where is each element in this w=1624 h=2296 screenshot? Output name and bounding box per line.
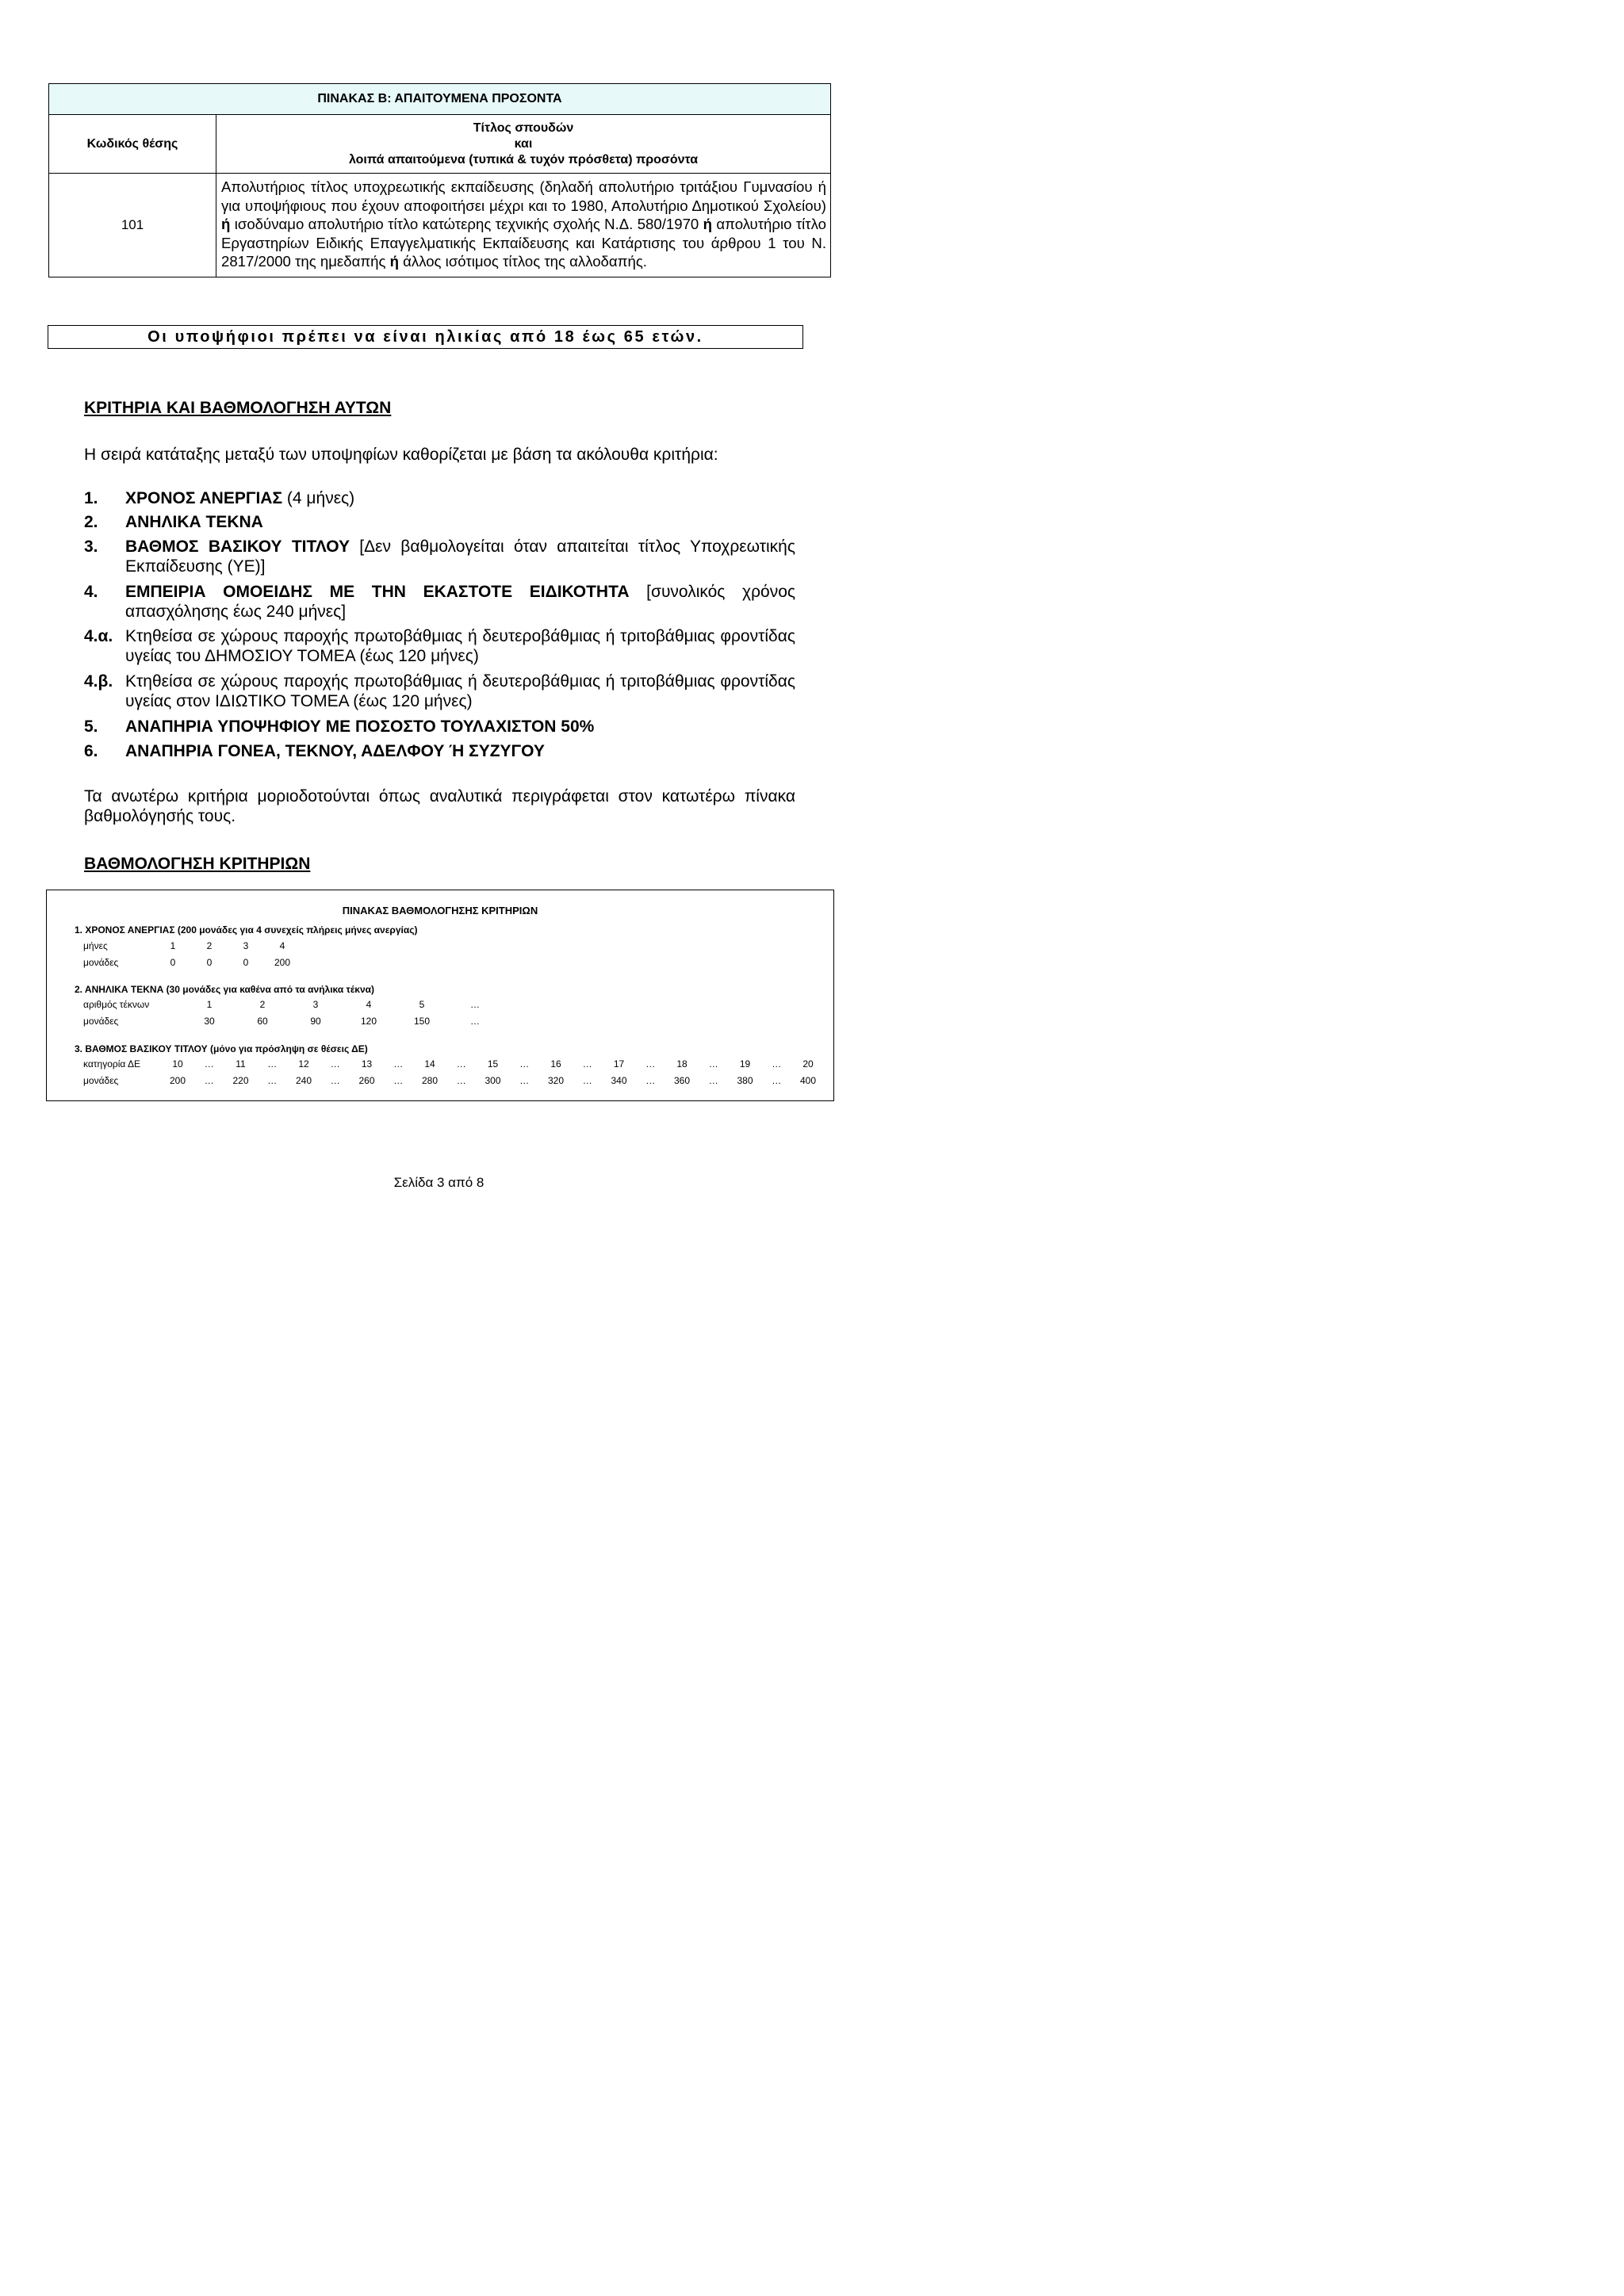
scoring-cell: 11 <box>236 1058 246 1070</box>
scoring-cell: … <box>772 1075 782 1086</box>
criterion-item <box>84 672 795 711</box>
qualifications-header-line2: και <box>514 136 533 151</box>
criteria-intro: Η σειρά κατάταξης μεταξύ των υποψηφίων καθορίζεται με βάση τα ακόλουθα κριτήρια: <box>84 446 718 464</box>
scoring-cell: 0 <box>170 957 176 968</box>
req-or-1: ή <box>221 216 231 232</box>
scoring-cell: 2 <box>206 940 213 951</box>
scoring-cell: 18 <box>676 1058 688 1070</box>
requirements-table-title: ΠΙΝΑΚΑΣ Β: ΑΠΑΙΤΟΥΜΕΝΑ ΠΡΟΣΟΝΤΑ <box>49 84 831 115</box>
criterion-item <box>84 512 795 532</box>
req-part-1: Απολυτήριος τίτλος υποχρεωτικής εκπαίδευσης (δηλαδή απολυτήριο τριτάξιου Γυμνασίου ή για υποψήφιους που έχουν αποφοιτήσει μέχρι και το 1980, Απολυτήριο Δημοτικού Σχολείου) <box>221 178 826 214</box>
scoring-cell: … <box>330 1058 340 1070</box>
criterion-detail: [Δεν βαθμολογείται όταν απαιτείται τίτλος Υποχρεωτικής Εκπαίδευσης (ΥΕ)] <box>125 538 795 576</box>
criterion-item <box>84 741 795 761</box>
scoring-table <box>46 890 834 1101</box>
scoring-cell: 17 <box>613 1058 625 1070</box>
criterion-number: 5. <box>84 718 98 736</box>
criterion-title: ΑΝΑΠΗΡΙΑ ΓΟΝΕΑ, ΤΕΚΝΟΥ, ΑΔΕΛΦΟΥ Ή ΣΥΖΥΓΟΥ <box>125 742 545 760</box>
scoring-cell: 0 <box>206 957 213 968</box>
scoring-cell: 300 <box>485 1075 501 1086</box>
scoring-cell: 20 <box>802 1058 814 1070</box>
scoring-cell: … <box>204 1075 214 1086</box>
criterion-item <box>84 717 795 737</box>
scoring-cell: … <box>519 1075 530 1086</box>
criterion-title: ΕΜΠΕΙΡΙΑ ΟΜΟΕΙΔΗΣ ΜΕ ΤΗΝ ΕΚΑΣΤΟΤΕ ΕΙΔΙΚΟΤΗΤΑ <box>125 583 630 601</box>
scoring-cell: 360 <box>673 1075 691 1086</box>
criterion-detail: Κτηθείσα σε χώρους παροχής πρωτοβάθμιας ή δευτεροβάθμιας ή τριτοβάθμιας φροντίδας υγείας του ΔΗΜΟΣΙΟΥ ΤΟΜΕΑ (έως 120 μήνες) <box>125 627 795 665</box>
req-part-4: άλλος ισότιμος τίτλος της αλλοδαπής. <box>403 253 647 270</box>
criterion-number: 4.β. <box>84 672 113 691</box>
scoring-cell: 60 <box>257 1016 268 1027</box>
scoring-cell: … <box>393 1075 404 1086</box>
criterion-title: ΒΑΘΜΟΣ ΒΑΣΙΚΟΥ ΤΙΤΛΟΥ <box>125 538 350 556</box>
criterion-title: ΧΡΟΝΟΣ ΑΝΕΡΓΙΑΣ <box>125 489 283 507</box>
scoring-cell: … <box>393 1058 404 1070</box>
scoring-cell: … <box>645 1075 656 1086</box>
scoring-cell: … <box>470 1016 480 1027</box>
criterion-item <box>84 582 795 622</box>
scoring-cell: 16 <box>550 1058 561 1070</box>
criterion-number: 1. <box>84 489 98 507</box>
scoring-cell: 200 <box>274 957 291 968</box>
qualifications-header-line3: λοιπά απαιτούμενα (τυπικά & τυχόν πρόσθετα) προσόντα <box>348 152 699 166</box>
scoring-cell: 260 <box>358 1075 375 1086</box>
scoring-cell: … <box>267 1075 278 1086</box>
scoring-cell: 380 <box>737 1075 753 1086</box>
criterion-title: ΑΝΗΛΙΚΑ ΤΕΚΝΑ <box>125 513 263 531</box>
scoring-cell: … <box>708 1058 718 1070</box>
scoring-cell: 340 <box>611 1075 627 1086</box>
scoring-cell: … <box>330 1075 340 1086</box>
req-or-2: ή <box>703 216 713 232</box>
qualifications-text <box>216 174 831 277</box>
criterion-number: 4. <box>84 583 98 601</box>
scoring-cell: 150 <box>413 1016 431 1027</box>
criterion-title: ΑΝΑΠΗΡΙΑ ΥΠΟΨΗΦΙΟΥ ΜΕ ΠΟΣΟΣΤΟ ΤΟΥΛΑΧΙΣΤΟΝ 50% <box>125 718 595 736</box>
scoring-cell: 19 <box>739 1058 751 1070</box>
scoring-cell: 5 <box>419 999 425 1010</box>
criteria-outro: Τα ανωτέρω κριτήρια μοριοδοτούνται όπως αναλυτικά περιγράφεται στον κατωτέρω πίνακα βαθμολόγησής τους. <box>84 787 795 825</box>
scoring-row-label: μονάδες <box>83 1075 119 1086</box>
criterion-item <box>84 626 795 666</box>
scoring-cell: 15 <box>487 1058 499 1070</box>
scoring-row-label: μήνες <box>83 940 108 951</box>
scoring-cell: 3 <box>312 999 319 1010</box>
scoring-cell: … <box>456 1075 466 1086</box>
scoring-section-2-heading: 2. ΑΝΗΛΙΚΑ ΤΕΚΝΑ (30 μονάδες για καθένα από τα ανήλικα τέκνα) <box>75 984 375 995</box>
scoring-cell: 14 <box>424 1058 435 1070</box>
criterion-number: 2. <box>84 513 98 531</box>
criterion-number: 4.α. <box>84 627 113 645</box>
scoring-cell: 10 <box>172 1058 183 1070</box>
criterion-number: 6. <box>84 742 98 760</box>
scoring-cell: … <box>582 1058 592 1070</box>
qualifications-header <box>216 115 831 174</box>
scoring-cell: 30 <box>204 1016 215 1027</box>
criteria-heading: ΚΡΙΤΗΡΙΑ ΚΑΙ ΒΑΘΜΟΛΟΓΗΣΗ ΑΥΤΩΝ <box>84 399 392 417</box>
scoring-table-title: ΠΙΝΑΚΑΣ ΒΑΘΜΟΛΟΓΗΣΗΣ ΚΡΙΤΗΡΙΩΝ <box>342 905 538 916</box>
scoring-cell: … <box>772 1058 782 1070</box>
scoring-cell: 4 <box>366 999 372 1010</box>
age-notice: Οι υποψήφιοι πρέπει να είναι ηλικίας από 18 έως 65 ετών. <box>48 325 803 349</box>
scoring-cell: 0 <box>243 957 249 968</box>
scoring-heading: ΒΑΘΜΟΛΟΓΗΣΗ ΚΡΙΤΗΡΙΩΝ <box>84 855 311 873</box>
scoring-cell: 220 <box>232 1075 249 1086</box>
scoring-cell: 2 <box>259 999 266 1010</box>
scoring-cell: 1 <box>206 999 213 1010</box>
req-part-3: απολυτήριο τίτλο Εργαστηρίων Ειδικής Επαγγελματικής Εκπαίδευσης και Κατάρτισης του άρθρου 1 του Ν. 2817/2000 της ημεδαπής <box>221 216 826 270</box>
requirements-table <box>48 83 831 277</box>
req-or-3: ή <box>389 253 399 270</box>
criterion-detail: [συνολικός χρόνος απασχόλησης έως 240 μήνες] <box>125 583 796 621</box>
scoring-cell: 4 <box>279 940 285 951</box>
criterion-number: 3. <box>84 538 98 556</box>
scoring-cell: 240 <box>295 1075 312 1086</box>
scoring-section-1-heading: 1. ΧΡΟΝΟΣ ΑΝΕΡΓΙΑΣ (200 μονάδες για 4 συνεχείς πλήρεις μήνες ανεργίας) <box>75 924 418 936</box>
scoring-cell: … <box>519 1058 530 1070</box>
scoring-cell: … <box>582 1075 592 1086</box>
scoring-cell: 120 <box>360 1016 377 1027</box>
scoring-cell: 3 <box>243 940 249 951</box>
scoring-row-label: μονάδες <box>83 1016 119 1027</box>
criterion-detail: (4 μήνες) <box>282 489 355 507</box>
scoring-cell: … <box>708 1075 718 1086</box>
criterion-detail: Κτηθείσα σε χώρους παροχής πρωτοβάθμιας ή δευτεροβάθμιας ή τριτοβάθμιας φροντίδας υγείας στον ΙΔΙΩΤΙΚΟ ΤΟΜΕΑ (έως 120 μήνες) <box>125 672 795 710</box>
page-number: Σελίδα 3 από 8 <box>393 1175 485 1190</box>
scoring-cell: … <box>456 1058 466 1070</box>
scoring-cell: 320 <box>547 1075 565 1086</box>
criterion-item <box>84 537 795 576</box>
scoring-cell: … <box>470 999 480 1010</box>
qualifications-header-line1: Τίτλος σπουδών <box>473 121 574 135</box>
scoring-cell: 12 <box>298 1058 309 1070</box>
scoring-cell: 1 <box>170 940 176 951</box>
scoring-cell: … <box>204 1058 214 1070</box>
scoring-cell: 90 <box>310 1016 321 1027</box>
scoring-cell: … <box>267 1058 278 1070</box>
position-code: 101 <box>49 174 216 277</box>
scoring-row-label: μονάδες <box>83 957 119 968</box>
position-code-header: Κωδικός θέσης <box>49 115 216 174</box>
scoring-cell: 280 <box>421 1075 439 1086</box>
criterion-item <box>84 488 795 508</box>
scoring-cell: … <box>645 1058 656 1070</box>
scoring-cell: 400 <box>799 1075 817 1086</box>
scoring-cell: 13 <box>361 1058 373 1070</box>
scoring-section-3-heading: 3. ΒΑΘΜΟΣ ΒΑΣΙΚΟΥ ΤΙΤΛΟΥ (μόνο για πρόσληψη σε θέσεις ΔΕ) <box>75 1043 368 1054</box>
scoring-row-label: κατηγορία ΔΕ <box>83 1058 140 1070</box>
scoring-row-label: αριθμός τέκνων <box>83 999 150 1010</box>
scoring-cell: 200 <box>169 1075 186 1086</box>
req-part-2: ισοδύναμο απολυτήριο τίτλο κατώτερης τεχνικής σχολής Ν.Δ. 580/1970 <box>234 216 699 232</box>
